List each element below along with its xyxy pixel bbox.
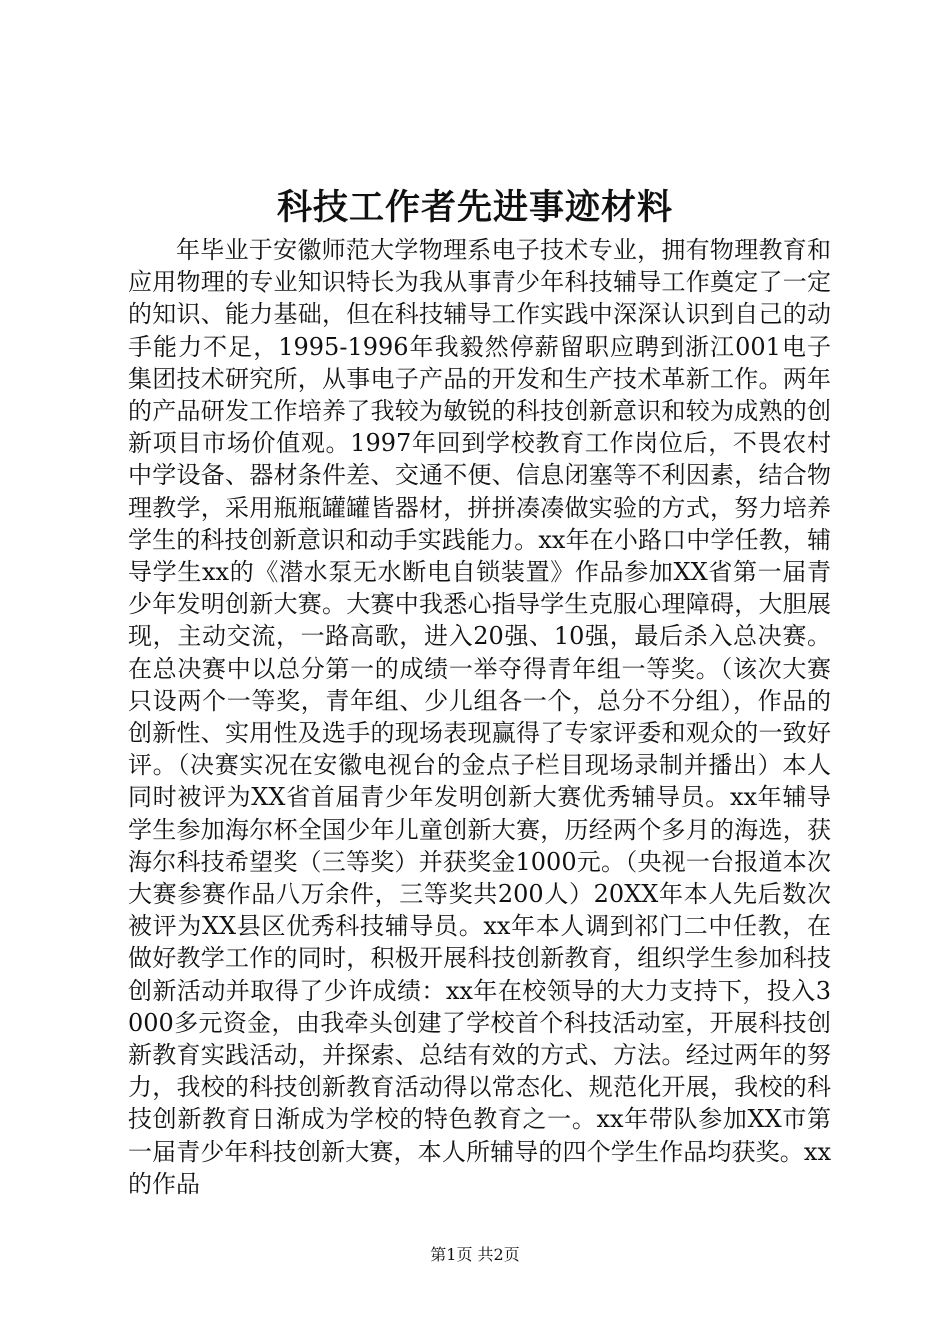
body-paragraph: 年毕业于安徽师范大学物理系电子技术专业，拥有物理教育和应用物理的专业知识特长为我从事青少年科技辅导工作奠定了一定的知识、能力基础，但在科技辅导工作实践中深深认识到自己的动手能力不足，1995-1996年我毅然停薪留职应聘到浙江001电子集团技术研究所，从事电子产品的开发和生产技术革新工作。两年的产品研发工作培养了我较为敏锐的科技创新意识和较为成熟的创新项目市场价值观。1997年回到学校教育工作岗位后，不畏农村中学设备、器材条件差、交通不便、信息闭塞等不利因素，结合物理教学，采用瓶瓶罐罐皆器材，拼拼凑凑做实验的方式，努力培养学生的科技创新意识和动手实践能力。xx年在小路口中学任教，辅导学生xx的《潜水泵无水断电自锁装置》作品参加XX省第一届青少年发明创新大赛。大赛中我悉心指导学生克服心理障碍，大胆展现，主动交流，一路高歌，进入20强、10强，最后杀入总决赛。在总决赛中以总分第一的成绩一举夺得青年组一等奖。（该次大赛只设两个一等奖，青年组、少儿组各一个，总分不分组），作品的创新性、实用性及选手的现场表现赢得了专家评委和观众的一致好评。（决赛实况在安徽电视台的金点子栏目现场录制并播出）本人同时被评为XX省首届青少年发明创新大赛优秀辅导员。xx年辅导学生参加海尔杯全国少年儿童创新大赛，历经两个多月的海选，获海尔科技希望奖（三等奖）并获奖金1000元。（央视一台报道本次大赛参赛作品八万余件，三等奖共200人）20XX年本人先后数次被评为XX县区优秀科技辅导员。xx年本人调到祁门二中任教，在做好教学工作的同时，积极开展科技创新教育，组织学生参加科技创新活动并取得了少许成绩：xx年在校领导的大力支持下，投入3000多元资金，由我牵头创建了学校首个科技活动室，开展科技创新教育实践活动，并探索、总结有效的方式、方法。经过两年的努力，我校的科技创新教育活动得以常态化、规范化开展，我校的科技创新教育日渐成为学校的特色教育之一。xx年带队参加XX市第一届青少年科技创新大赛，本人所辅导的四个学生作品均获奖。xx的作品 [128, 236, 831, 1198]
document-title: 科技工作者先进事迹材料 [276, 187, 673, 228]
page-footer: 第1页 共2页 [430, 1245, 520, 1264]
